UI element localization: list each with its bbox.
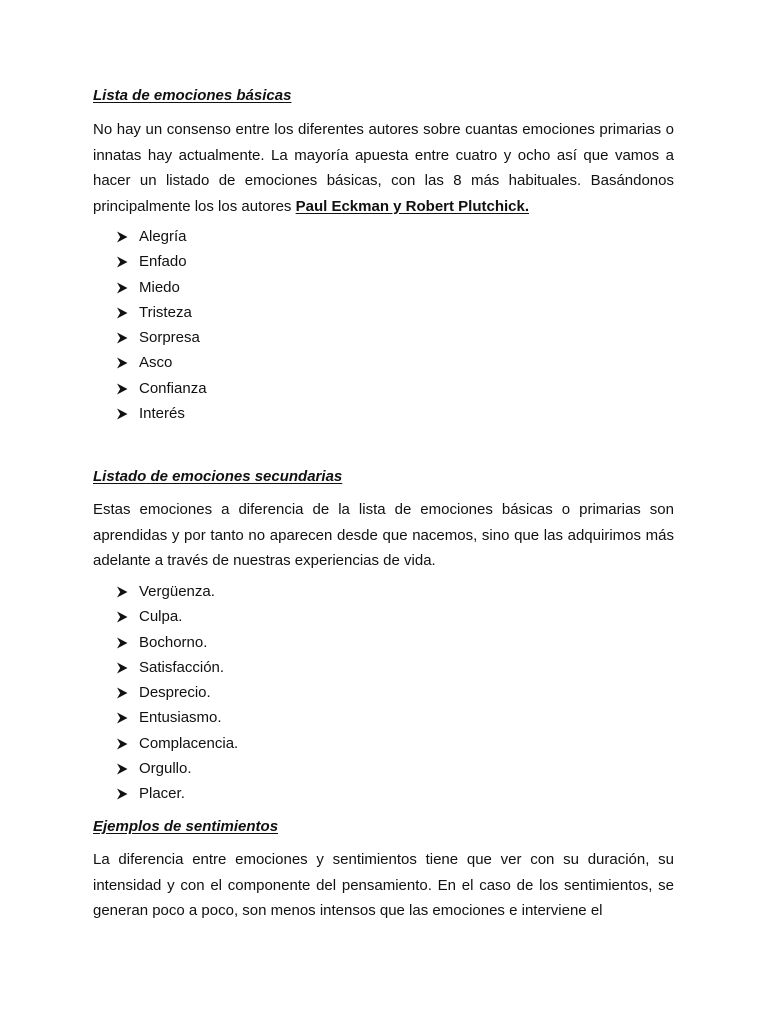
arrowhead-bullet-icon: [116, 586, 128, 598]
list-item-label: Satisfacción.: [139, 658, 225, 676]
list-item-label: Complacencia.: [139, 734, 239, 752]
basic-emotions-list: [116, 224, 207, 426]
list-item-label: Asco: [139, 354, 173, 372]
paragraph-secondary-emotions: [93, 497, 674, 574]
list-item: [116, 325, 207, 350]
list-item: [116, 401, 207, 426]
paragraph-feelings: [93, 847, 674, 924]
list-item-label: Desprecio.: [139, 684, 211, 702]
list-item: [116, 224, 207, 249]
list-item-label: Tristeza: [139, 303, 192, 321]
paragraph-feelings-text: La diferencia entre emociones y sentimientos tiene que ver con su duración, su intensidad y con el componente del pensamiento. En el caso de los sentimientos, se generan poco a poco, son menos intensos que las emociones e interviene el: [93, 851, 674, 919]
arrowhead-bullet-icon: [116, 712, 128, 724]
arrowhead-bullet-icon: [116, 231, 128, 243]
list-item: [116, 705, 238, 730]
arrowhead-bullet-icon: [116, 408, 128, 420]
list-item-label: Miedo: [139, 278, 180, 296]
arrowhead-bullet-icon: [116, 282, 128, 294]
arrowhead-bullet-icon: [116, 637, 128, 649]
list-item-label: Enfado: [139, 253, 187, 271]
list-item: [116, 350, 207, 375]
arrowhead-bullet-icon: [116, 738, 128, 750]
arrowhead-bullet-icon: [116, 611, 128, 623]
paragraph-basic-emotions-text: No hay un consenso entre los diferentes autores sobre cuantas emociones primarias o innatas hay actualmente. La mayoría apuesta entre cuatro y ocho así que vamos a hacer un listado de emociones básicas, con las 8 más habituales. Basándonos principalmente los los autores: [93, 121, 674, 215]
list-item: [116, 781, 238, 806]
secondary-emotions-list: [116, 579, 238, 807]
arrowhead-bullet-icon: [116, 383, 128, 395]
list-item: [116, 275, 207, 300]
list-item-label: Vergüenza.: [139, 583, 215, 600]
list-item-label: Orgullo.: [139, 760, 192, 778]
list-item-label: Entusiasmo.: [139, 709, 222, 727]
list-item: [116, 604, 238, 629]
heading-feelings-examples: Ejemplos de sentimientos: [93, 818, 279, 835]
arrowhead-bullet-icon: [116, 763, 128, 775]
list-item: [116, 376, 207, 401]
list-item-label: Interés: [139, 405, 185, 423]
list-item-label: Alegría: [139, 228, 187, 245]
list-item-label: Sorpresa: [139, 329, 200, 347]
heading-basic-emotions: Lista de emociones básicas: [93, 87, 292, 104]
list-item-label: Confianza: [139, 379, 207, 397]
arrowhead-bullet-icon: [116, 357, 128, 369]
authors-reference: Paul Eckman y Robert Plutchick.: [295, 197, 530, 215]
list-item: [116, 655, 238, 680]
list-item: [116, 630, 238, 655]
list-item-label: Culpa.: [139, 608, 183, 626]
list-item: [116, 731, 238, 756]
list-item: [116, 579, 238, 604]
arrowhead-bullet-icon: [116, 662, 128, 674]
list-item: [116, 249, 207, 274]
list-item: [116, 756, 238, 781]
list-item: [116, 680, 238, 705]
list-item: [116, 300, 207, 325]
arrowhead-bullet-icon: [116, 256, 128, 268]
heading-secondary-emotions: Listado de emociones secundarias: [93, 468, 343, 485]
list-item-label: Bochorno.: [139, 633, 208, 651]
paragraph-secondary-emotions-text: Estas emociones a diferencia de la lista de emociones básicas o primarias son aprendidas y por tanto no aparecen desde que nacemos, sino que las adquirimos más adelante a través de nuestras experiencias de vida.: [93, 501, 674, 569]
list-item-label: Placer.: [139, 785, 185, 803]
arrowhead-bullet-icon: [116, 307, 128, 319]
arrowhead-bullet-icon: [116, 788, 128, 800]
arrowhead-bullet-icon: [116, 332, 128, 344]
paragraph-basic-emotions: [93, 117, 674, 219]
arrowhead-bullet-icon: [116, 687, 128, 699]
